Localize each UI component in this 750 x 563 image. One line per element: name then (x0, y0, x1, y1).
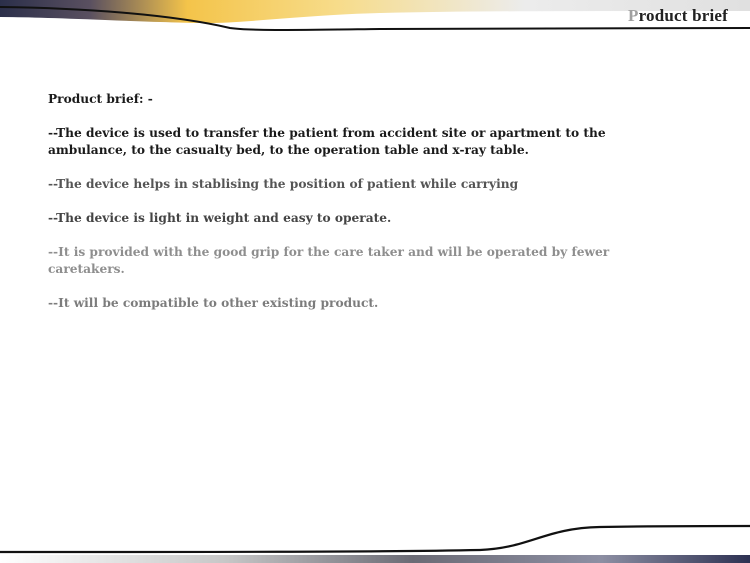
bullet-stabilising: --The device helps in stablising the position of patient while carrying (48, 177, 519, 191)
bullet-grip: --It is provided with the good grip for the care taker and will be operated by fewer caretakers. (48, 245, 610, 276)
bullet-lightweight: --The device is light in weight and easy to operate. (48, 211, 392, 225)
bullet-compatible: --It will be compatible to other existing product. (48, 296, 379, 310)
bullet-transfer: --The device is used to transfer the patient from accident site or apartment to the ambulance, to the casualty bed, to the operation table and x-ray table. (48, 126, 606, 157)
section-heading: Product brief: - (48, 92, 153, 106)
slide-title-first-letter: P (627, 6, 639, 25)
slide-title (628, 6, 728, 26)
slide-title-rest: roduct brief (638, 6, 728, 25)
slide-body (48, 91, 688, 312)
